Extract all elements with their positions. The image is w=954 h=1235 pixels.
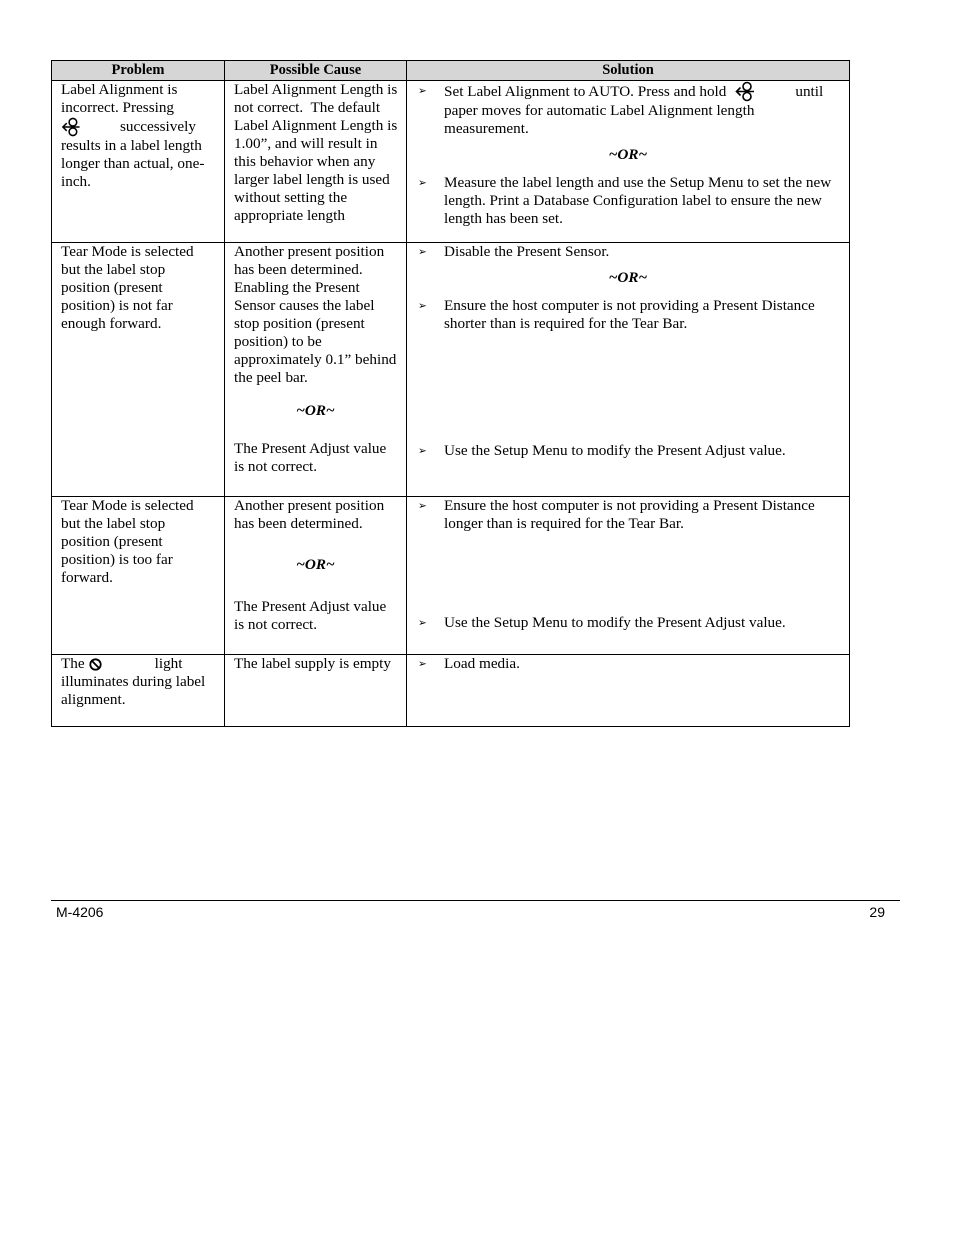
text-line: appropriate length [234,207,345,224]
problem-cell [52,243,225,497]
text-segment: The [61,655,85,672]
text-line: Sensor causes the label [234,297,375,314]
or-separator: ~OR~ [608,269,648,286]
or-separator: ~OR~ [296,402,335,419]
cause-cell [225,497,407,655]
text-line: Ensure the host computer is not providing a Present Distance [444,297,815,314]
footer-divider [51,900,900,901]
feed-button-icon [735,81,795,102]
text-line: Measure the label length and use the Setup Menu to set the new [444,174,832,191]
text-line: Another present position [234,497,385,514]
cause-paragraph [234,243,397,387]
page-number: 29 [869,904,885,920]
text-segment: light [154,655,183,672]
solution-item [407,81,849,138]
solution-cell [407,243,850,497]
text-segment: Set Label Alignment to AUTO. Press and hold [444,83,727,100]
text-line: this behavior when any [234,153,376,170]
solution-item [407,614,849,632]
text-line: longer than actual, one- [61,155,205,172]
text-line: larger label length is used [234,171,390,188]
cause-paragraph [234,598,397,634]
text-segment: successively [120,118,196,135]
solution-item [407,174,849,228]
text-line: The Present Adjust value [234,598,387,615]
problem-cell [52,497,225,655]
text-line: the peel bar. [234,369,308,386]
text-line: length has been set. [444,210,563,227]
feed-button-icon [61,117,120,137]
text-line: has been determined. [234,261,363,278]
text-line: incorrect. Pressing [61,99,175,116]
text-line: 1.00”, and will result in [234,135,378,152]
bullet-marker: ➢ [418,85,427,97]
text-line: Load media. [444,655,520,672]
problem-cell [52,81,225,243]
text-line: alignment. [61,691,126,708]
text-line: The Present Adjust value [234,440,387,457]
text-line: approximately 0.1” behind [234,351,397,368]
cause-cell [225,81,407,243]
bullet-marker: ➢ [418,445,427,457]
text-line: shorter than is required for the Tear Bar. [444,315,688,332]
text-line-with-icon [444,81,839,102]
table-row [52,655,850,727]
solution-cell [407,497,850,655]
text-line: Another present position [234,243,385,260]
solution-cell [407,81,850,243]
text-line: results in a label length [61,137,202,154]
text-line: is not correct. [234,458,318,475]
text-line: position) is not far [61,297,173,314]
text-line: but the label stop [61,515,166,532]
text-line: Use the Setup Menu to modify the Present Adjust value. [444,614,786,631]
header-possible-cause: Possible Cause [225,61,407,81]
text-segment: until [795,83,824,100]
text-line: not correct. The default [234,99,381,116]
text-line: Label Alignment Length is [234,81,398,98]
text-line: inch. [61,173,91,190]
header-solution: Solution [407,61,850,81]
cause-paragraph [234,497,397,533]
table-row [52,497,850,655]
solution-item [407,243,849,261]
text-line: length. Print a Database Configuration label to ensure the new [444,192,822,209]
text-line: but the label stop [61,261,166,278]
bullet-marker: ➢ [418,658,427,670]
solution-item [407,497,849,533]
text-line: measurement. [444,120,529,137]
text-line: Use the Setup Menu to modify the Present Adjust value. [444,442,786,459]
solution-cell [407,655,850,727]
bullet-marker: ➢ [418,500,427,512]
text-line: enough forward. [61,315,162,332]
text-line: position (present [61,279,163,296]
table-row [52,243,850,497]
or-separator: ~OR~ [296,556,335,573]
bullet-marker: ➢ [418,177,427,189]
text-line: Ensure the host computer is not providing a Present Distance [444,497,815,514]
text-line: longer than is required for the Tear Bar. [444,515,684,532]
text-line-with-icon [61,655,215,673]
text-line: Disable the Present Sensor. [444,243,610,260]
problem-cell [52,655,225,727]
text-line-with-icon [61,117,215,137]
text-line: Label Alignment is [61,81,178,98]
document-number: M-4206 [56,904,104,920]
text-line: paper moves for automatic Label Alignment length [444,102,755,119]
text-line: illuminates during label [61,673,206,690]
fault-light-icon [89,658,155,671]
solution-item [407,655,849,673]
bullet-marker: ➢ [418,617,427,629]
cause-paragraph [234,81,397,225]
table-header-row [52,61,850,81]
text-line: position (present [61,533,163,550]
cause-cell [225,243,407,497]
text-line: Enabling the Present [234,279,360,296]
bullet-marker: ➢ [418,300,427,312]
text-line: The label supply is empty [234,655,391,672]
cause-paragraph [234,655,397,673]
text-line: Tear Mode is selected [61,243,194,260]
text-line: Tear Mode is selected [61,497,194,514]
text-line: has been determined. [234,515,363,532]
cause-paragraph [234,440,397,476]
text-line: stop position (present [234,315,365,332]
or-separator: ~OR~ [608,146,648,163]
text-line: is not correct. [234,616,318,633]
solution-item [407,297,849,333]
bullet-marker: ➢ [418,246,427,258]
table-row [52,81,850,243]
text-line: position) is too far [61,551,173,568]
text-line: without setting the [234,189,348,206]
solution-item [407,442,849,460]
text-line: Label Alignment Length is [234,117,398,134]
text-line: position) to be [234,333,322,350]
cause-cell [225,655,407,727]
troubleshooting-table [51,60,850,727]
header-problem: Problem [52,61,225,81]
text-line: forward. [61,569,113,586]
